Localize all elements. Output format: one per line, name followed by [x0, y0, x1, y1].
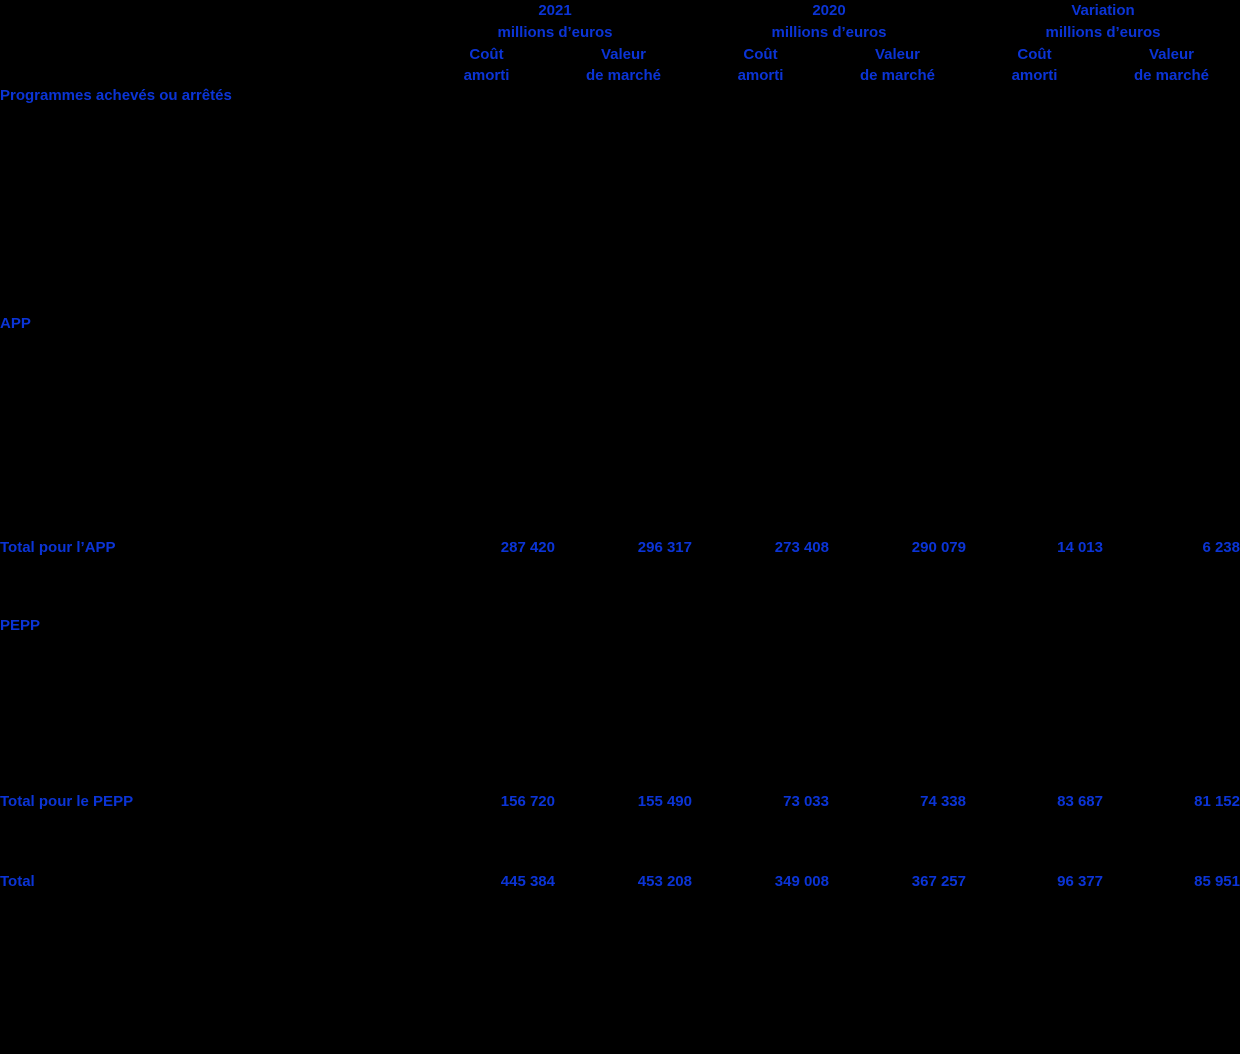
table-row [0, 617, 1240, 793]
row-value [829, 617, 966, 793]
row-value: 73 033 [783, 793, 829, 810]
row-value [555, 315, 692, 539]
row-value [418, 315, 555, 539]
header-group-variation-unit: millions d’euros [1045, 23, 1161, 41]
header-sub-line2: de marché [1133, 67, 1210, 85]
table-row-total [0, 873, 1240, 921]
header-sub-line1: Valeur [1148, 45, 1195, 63]
header-sub-cout-amorti-2021 [418, 44, 555, 88]
row-value: 155 490 [637, 793, 692, 810]
header-group-2021-year: 2021 [538, 2, 572, 19]
row-value: 296 317 [637, 539, 692, 556]
header-sub-cout-amorti-2020 [692, 44, 829, 88]
row-value: 96 377 [1057, 873, 1103, 890]
header-group-2021 [418, 0, 692, 44]
row-value: 156 720 [500, 793, 555, 810]
row-value [966, 617, 1103, 793]
row-label: PEPP [0, 617, 41, 634]
row-value: 273 408 [774, 539, 829, 556]
header-group-row [0, 0, 1240, 44]
row-value: 367 257 [911, 873, 966, 890]
row-value [555, 87, 692, 315]
header-group-2020 [692, 0, 966, 44]
table-row [0, 315, 1240, 539]
table-body [0, 87, 1240, 921]
table-row [0, 87, 1240, 315]
table-row [0, 539, 1240, 617]
row-value [966, 87, 1103, 315]
row-value: 445 384 [500, 873, 555, 890]
header-sub-line1: Valeur [600, 45, 647, 63]
header-group-2020-unit: millions d’euros [771, 23, 887, 41]
row-value: 349 008 [774, 873, 829, 890]
row-value [692, 315, 829, 539]
header-corner-blank [0, 0, 418, 44]
row-value [829, 315, 966, 539]
row-value: 287 420 [500, 539, 555, 556]
header-sub-line1: Coût [743, 45, 778, 63]
row-value: 6 238 [1202, 539, 1240, 556]
header-sub-valeur-marche-variation [1103, 44, 1240, 88]
row-value: 14 013 [1057, 539, 1103, 556]
header-sub-line1: Coût [1017, 45, 1052, 63]
table-row [0, 793, 1240, 873]
row-label: APP [0, 315, 31, 332]
row-value [418, 617, 555, 793]
header-sub-line2: amorti [1011, 67, 1058, 85]
row-value: 290 079 [911, 539, 966, 556]
header-sub-corner-blank [0, 44, 418, 88]
row-value [692, 617, 829, 793]
header-sub-line2: amorti [737, 67, 784, 85]
row-value [1103, 617, 1240, 793]
header-sub-valeur-marche-2020 [829, 44, 966, 88]
row-value: 85 951 [1194, 873, 1240, 890]
row-label: Total pour le PEPP [0, 793, 134, 810]
header-group-variation [966, 0, 1240, 44]
row-value [1103, 315, 1240, 539]
header-sub-cout-amorti-variation [966, 44, 1103, 88]
row-value [829, 87, 966, 315]
header-sub-line2: amorti [463, 67, 510, 85]
row-value [1103, 87, 1240, 315]
row-value: 81 152 [1194, 793, 1240, 810]
row-label: Total [0, 873, 35, 890]
row-value: 453 208 [637, 873, 692, 890]
header-sub-line1: Valeur [874, 45, 921, 63]
header-sub-row [0, 44, 1240, 88]
row-value [555, 617, 692, 793]
header-group-variation-year: Variation [1071, 2, 1135, 19]
row-value [692, 87, 829, 315]
header-group-2021-unit: millions d’euros [497, 23, 613, 41]
header-sub-line1: Coût [469, 45, 504, 63]
header-sub-valeur-marche-2021 [555, 44, 692, 88]
header-sub-line2: de marché [859, 67, 936, 85]
header-group-2020-year: 2020 [812, 2, 846, 19]
row-label: Total pour l’APP [0, 539, 116, 556]
row-label: Programmes achevés ou arrêtés [0, 87, 232, 104]
row-value [418, 87, 555, 315]
header-sub-line2: de marché [585, 67, 662, 85]
table-head [0, 0, 1240, 87]
row-value: 74 338 [920, 793, 966, 810]
row-value: 83 687 [1057, 793, 1103, 810]
row-value [966, 315, 1103, 539]
